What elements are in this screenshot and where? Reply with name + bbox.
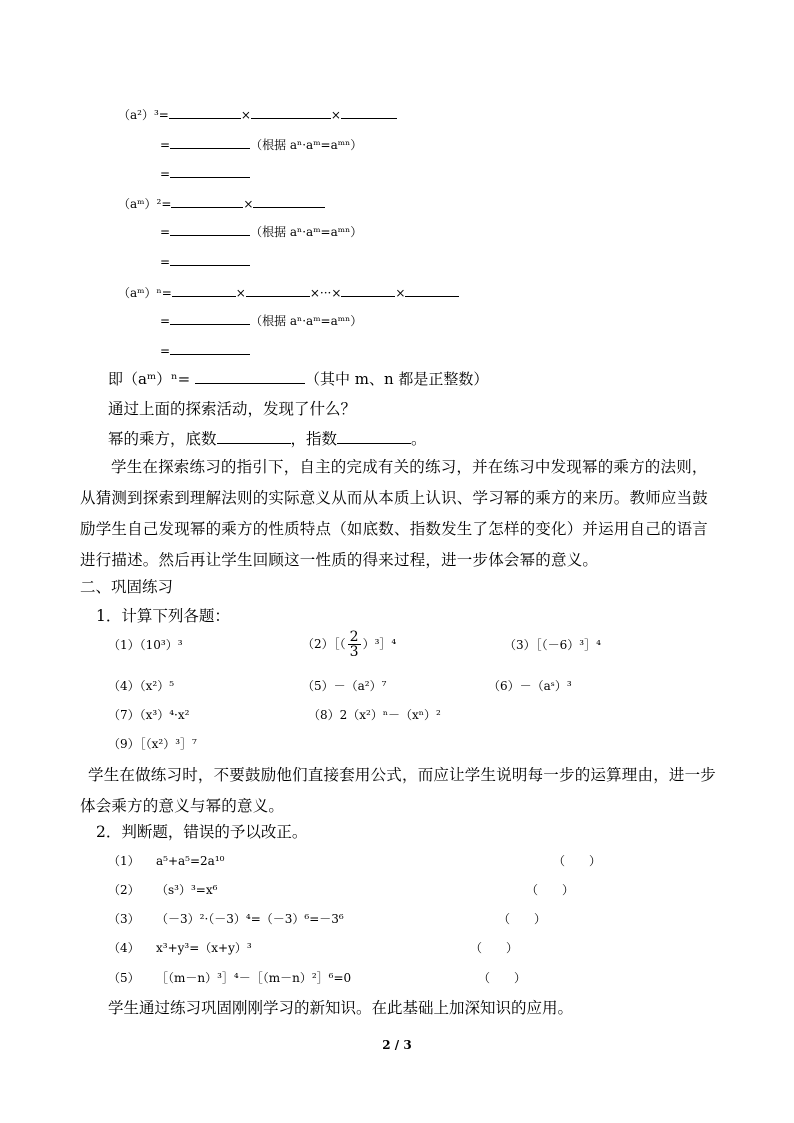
blank xyxy=(341,104,397,119)
times-sign: × xyxy=(395,286,406,300)
item-expression: x³+y³=（x+y）³ xyxy=(156,941,252,955)
answer-paren: （ ） xyxy=(478,971,527,985)
item-number: （5） xyxy=(108,971,140,985)
item-number: （4） xyxy=(108,941,140,955)
expr-lhs: （a²）³= xyxy=(118,108,169,122)
blank xyxy=(246,282,310,297)
exercise-item: （9）［（x²）³］⁷ xyxy=(108,737,197,751)
derivation-line xyxy=(160,251,250,272)
equals-sign: = xyxy=(160,138,171,152)
derivation-line xyxy=(160,310,362,331)
blank xyxy=(341,282,395,297)
derivation-line xyxy=(160,163,250,184)
derivation-line xyxy=(160,340,250,361)
times-dots: ×···× xyxy=(309,286,342,300)
equals-sign: = xyxy=(160,167,171,181)
exercise-item: （5）－（a²）⁷ xyxy=(302,679,387,693)
fraction xyxy=(348,630,361,659)
item-expression: （－3）²·（－3）⁴=（－3）⁶=－3⁶ xyxy=(156,912,344,926)
expr-lhs: （aᵐ）ⁿ= xyxy=(118,286,172,300)
times-sign: × xyxy=(235,286,246,300)
reason-text: （根据 aⁿ·aᵐ=aᵐⁿ） xyxy=(250,314,363,328)
fraction-denominator: 3 xyxy=(349,644,359,660)
paragraph-note: 学生在做练习时，不要鼓励他们直接套用公式，而应让学生说明每一步的运算理由，进一步体会乘方的意义与幂的意义。 xyxy=(80,766,717,815)
item-prefix: （2）［（ xyxy=(302,637,346,651)
derivation-line xyxy=(160,134,362,155)
item-number: （3） xyxy=(108,912,140,926)
exercise-item xyxy=(302,628,396,660)
judge-item xyxy=(108,851,225,871)
blank xyxy=(405,282,459,297)
exercise-item: （7）（x³）⁴·x² xyxy=(108,708,190,722)
times-sign: × xyxy=(240,108,251,122)
rule-line xyxy=(108,429,427,449)
item-expression: （s³）³=x⁶ xyxy=(156,883,218,897)
item-expression: ［（m－n）³］⁴－［（m－n）²］⁶=0 xyxy=(156,971,352,985)
item-number: （1） xyxy=(108,854,140,868)
equals-sign: = xyxy=(160,314,171,328)
times-sign: × xyxy=(243,197,254,211)
paragraph-explanation: 学生在探索练习的指引下，自主的完成有关的练习，并在练习中发现幂的乘方的法则，从猜测到探索到理解法则的实际意义从而从本质上认识、学习幂的乘方的来历。教师应当鼓励学生自己发现幂的乘方的性质特点（如底数、指数发生了怎样的变化）并运用自己的语言进行描述。然后再让学生回顾这一性质的得来过程，进一步体会幂的意义。 xyxy=(80,458,709,569)
item-suffix: ）³］⁴ xyxy=(362,637,397,651)
blank xyxy=(170,221,250,236)
rule-middle: ，指数 xyxy=(290,430,338,448)
blank xyxy=(170,134,250,149)
rule-prefix: 幂的乘方，底数 xyxy=(108,430,217,448)
blank xyxy=(253,193,325,208)
item-number: （2） xyxy=(108,883,140,897)
exercise-item: （4）（x²）⁵ xyxy=(108,679,175,693)
times-sign: × xyxy=(330,108,341,122)
reason-text: （根据 aⁿ·aᵐ=aᵐⁿ） xyxy=(250,225,363,239)
judge-item xyxy=(108,938,252,958)
blank xyxy=(170,340,250,355)
answer-paren: （ ） xyxy=(526,883,575,897)
blank xyxy=(217,429,291,444)
equals-sign: = xyxy=(160,255,171,269)
conclusion-line xyxy=(108,369,488,389)
question-line: 通过上面的探索活动，发现了什么？ xyxy=(108,400,357,418)
conclusion-suffix: （其中 m、n 都是正整数） xyxy=(304,370,489,388)
blank xyxy=(337,429,411,444)
conclusion-prefix: 即（aᵐ）ⁿ= xyxy=(108,370,191,388)
item-expression: a⁵+a⁵=2a¹⁰ xyxy=(156,854,225,868)
blank xyxy=(172,282,236,297)
exercise-item: （8）2（x²）ⁿ－（xⁿ）² xyxy=(308,708,441,722)
derivation-am-squared xyxy=(118,193,325,214)
equals-sign: = xyxy=(160,344,171,358)
blank xyxy=(251,104,331,119)
exercise1-title: 1．计算下列各题： xyxy=(96,607,230,625)
blank xyxy=(170,310,250,325)
answer-paren: （ ） xyxy=(470,941,519,955)
blank xyxy=(170,251,250,266)
expr-lhs: （aᵐ）²= xyxy=(118,197,172,211)
derivation-a2-cubed xyxy=(118,104,397,125)
paragraph-summary: 学生通过练习巩固刚刚学习的新知识。在此基础上加深知识的应用。 xyxy=(108,999,574,1017)
exercise2-title: 2．判断题，错误的予以改正。 xyxy=(96,823,308,841)
judge-item xyxy=(108,880,218,900)
fraction-numerator: 2 xyxy=(349,629,359,645)
judge-item xyxy=(108,909,344,929)
answer-paren: （ ） xyxy=(553,854,602,868)
section-title: 二、巩固练习 xyxy=(80,578,174,596)
blank xyxy=(171,193,243,208)
exercise-item: （6）－（aˢ）³ xyxy=(488,679,572,693)
answer-paren: （ ） xyxy=(498,912,547,926)
exercise-item: （1）（10³）³ xyxy=(108,638,183,652)
derivation-am-n xyxy=(118,282,459,303)
page-number: 2 / 3 xyxy=(382,1038,412,1052)
judge-item xyxy=(108,968,352,988)
equals-sign: = xyxy=(160,225,171,239)
blank xyxy=(169,104,241,119)
rule-end: 。 xyxy=(411,430,427,448)
reason-text: （根据 aⁿ·aᵐ=aᵐⁿ） xyxy=(250,138,363,152)
blank xyxy=(170,163,250,178)
derivation-line xyxy=(160,221,362,242)
blank xyxy=(195,369,305,384)
exercise-item: （3）［（－6）³］⁴ xyxy=(504,638,601,652)
